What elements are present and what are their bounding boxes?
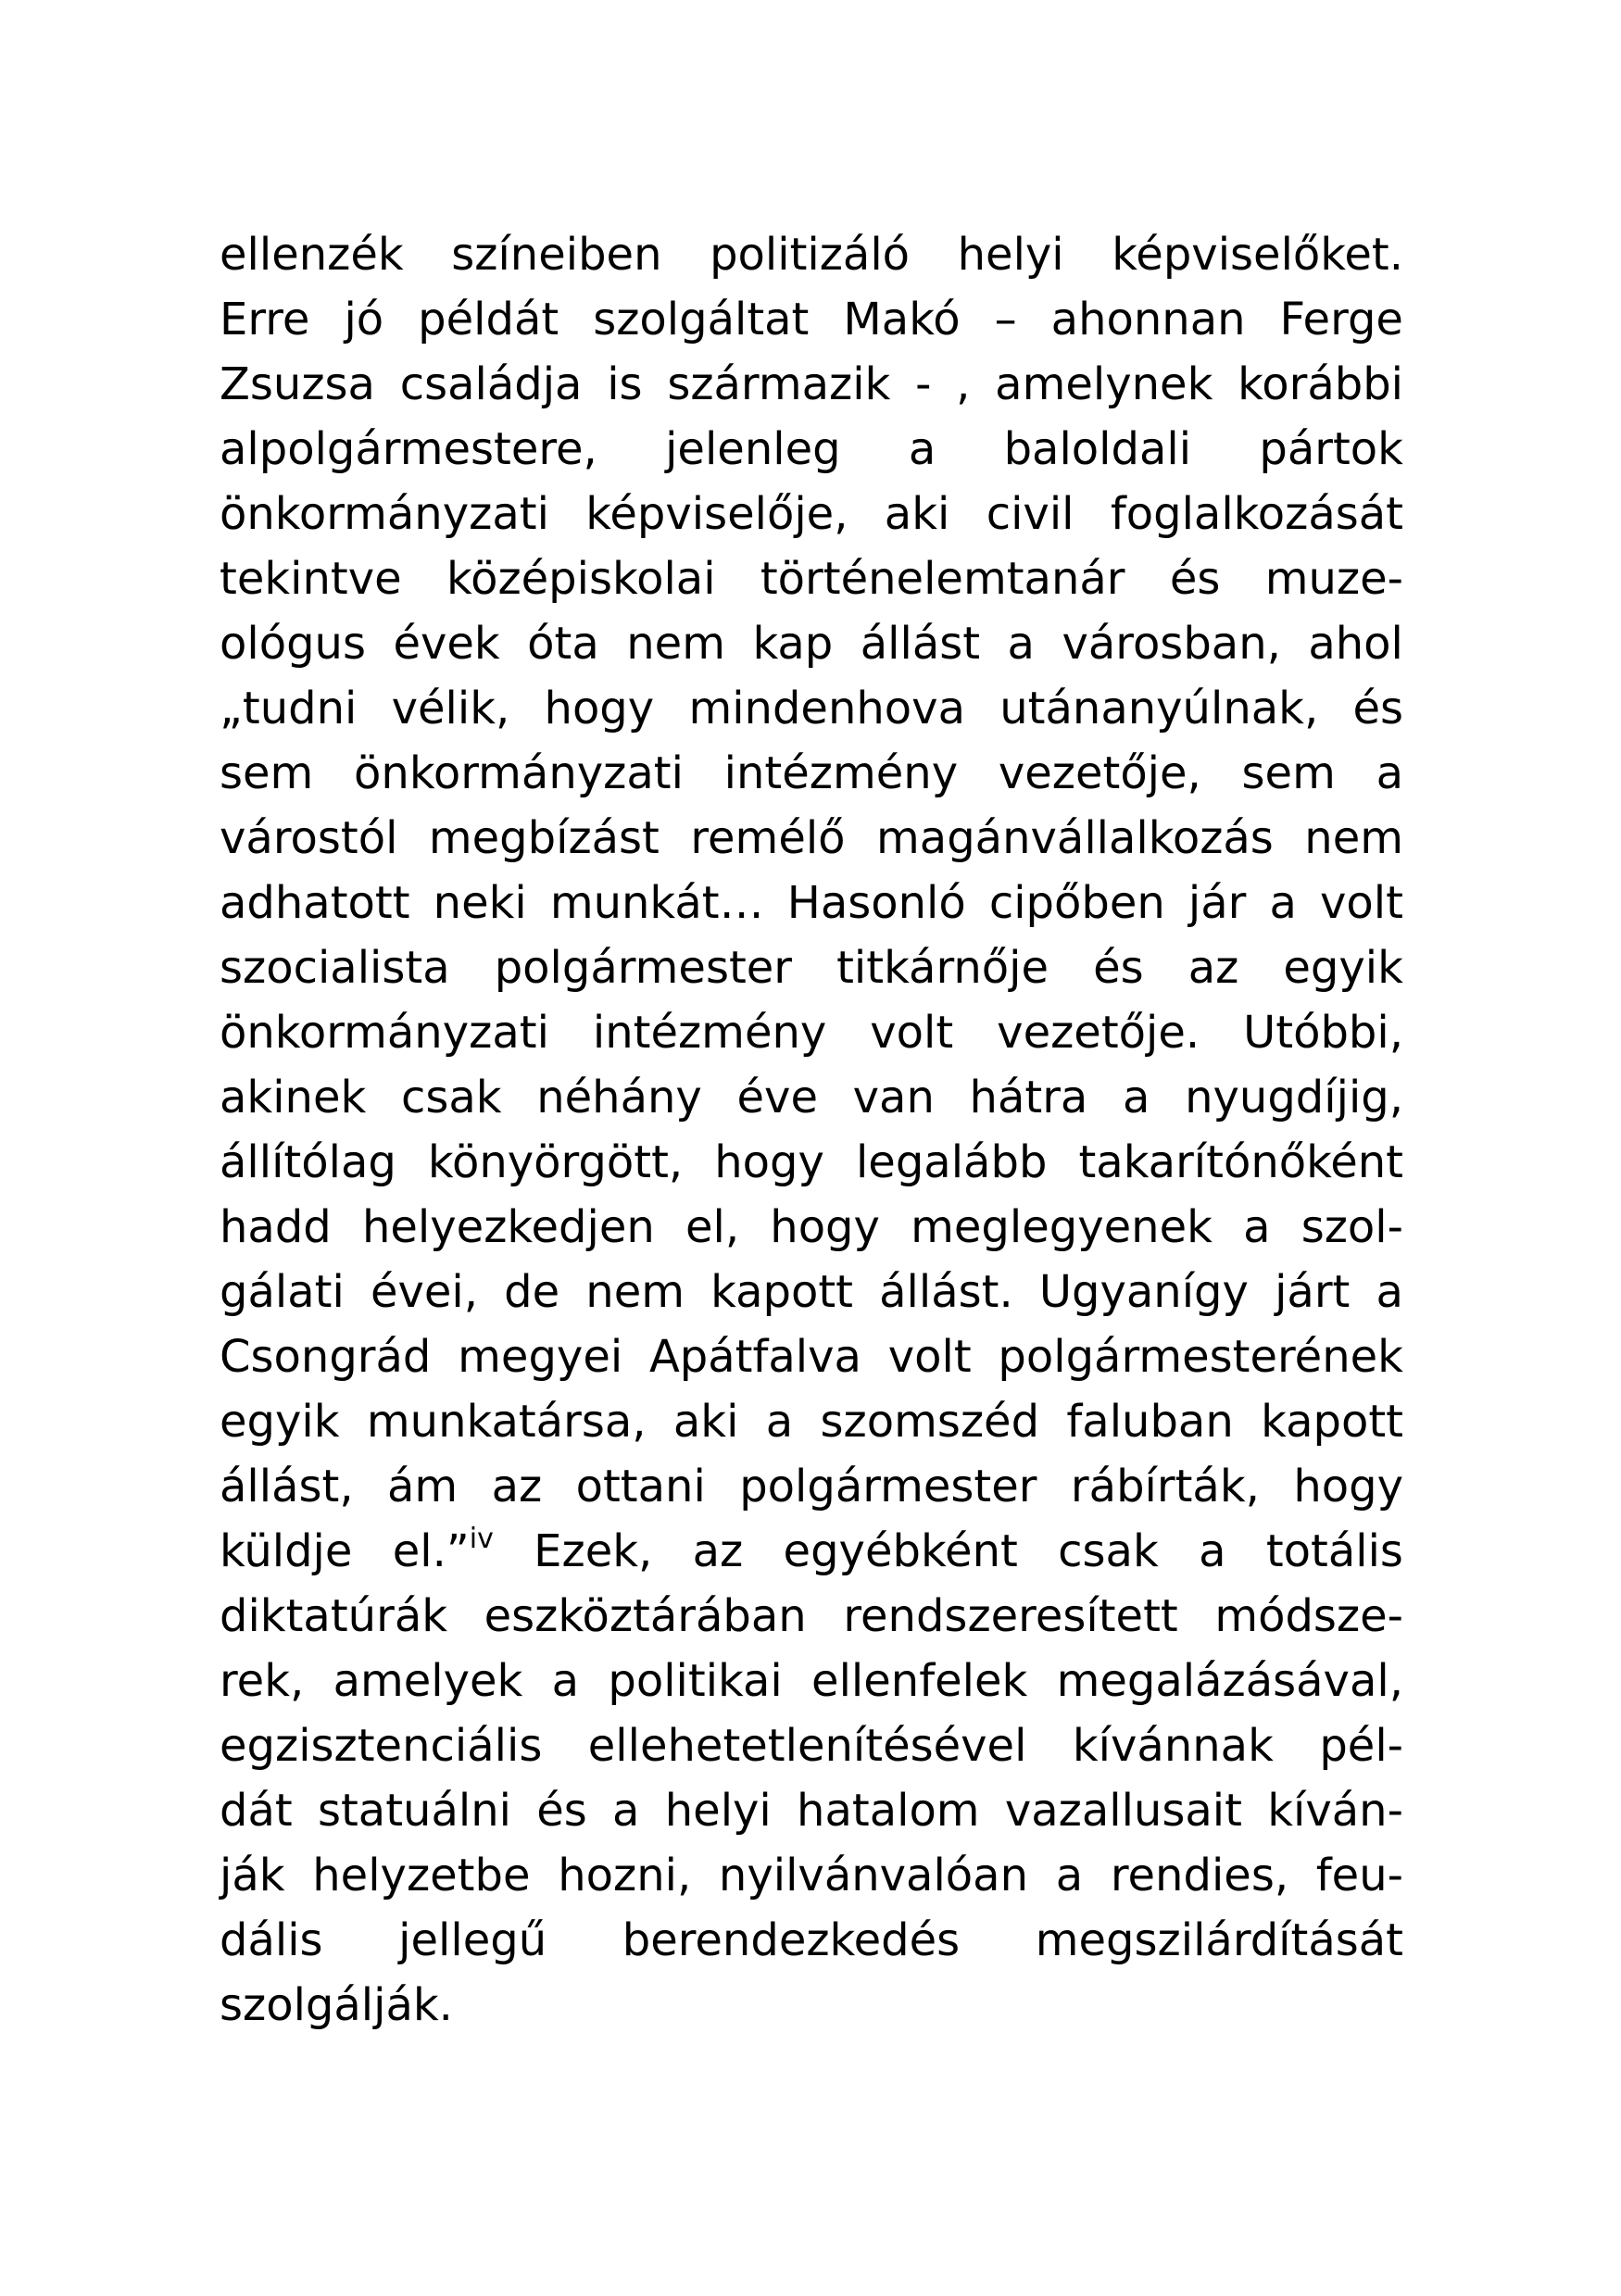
word: hogy — [1293, 1461, 1403, 1512]
word: éve — [736, 1072, 818, 1123]
word: remélő — [690, 812, 846, 864]
word: Erre — [220, 294, 310, 345]
word: megbízást — [428, 812, 660, 864]
word: állást — [860, 618, 981, 670]
text-line — [220, 1389, 1403, 1454]
word: járt — [1275, 1266, 1351, 1318]
word: egyébként — [783, 1525, 1018, 1577]
word: képviselőket. — [1112, 229, 1403, 281]
word: rendszeresített — [843, 1590, 1178, 1642]
word: helyi — [957, 229, 1064, 281]
word-with-footnote — [393, 1519, 494, 1584]
word: egyik — [220, 1396, 340, 1448]
word: Zsuzsa — [220, 358, 375, 410]
word: megyei — [458, 1331, 623, 1383]
word: baloldali — [1003, 423, 1192, 475]
word: berendezkedés — [622, 1914, 961, 1966]
text-line — [220, 546, 1403, 611]
word: politizáló — [710, 229, 911, 281]
word: állást, — [220, 1461, 354, 1512]
text-line — [220, 287, 1403, 352]
word: ják — [220, 1850, 285, 1901]
word: és — [1093, 942, 1144, 994]
word: is — [607, 358, 643, 410]
text-line — [220, 417, 1403, 482]
word: ahol — [1308, 618, 1403, 670]
word: ellehetetlenítésével — [587, 1720, 1027, 1772]
word: nem — [1304, 812, 1403, 864]
word: munkatársa, — [366, 1396, 647, 1448]
word: hogy — [770, 1201, 880, 1253]
word: a — [1199, 1525, 1226, 1577]
word: hozni, — [558, 1850, 692, 1901]
word: az — [491, 1461, 543, 1512]
word: szomszéd — [820, 1396, 1040, 1448]
word: családja — [399, 358, 583, 410]
word: diktatúrák — [220, 1590, 448, 1642]
word: volt — [1320, 877, 1403, 929]
word: származik — [667, 358, 891, 410]
word: szocialista — [220, 942, 450, 994]
word: , — [956, 358, 971, 410]
word: – — [994, 294, 1017, 345]
word: amelyek — [333, 1655, 523, 1707]
word: utánanyúlnak, — [999, 683, 1319, 734]
text-line — [220, 1519, 1403, 1584]
word: az — [1187, 942, 1239, 994]
word: Ugyanígy — [1038, 1266, 1249, 1318]
word: jellegű — [398, 1914, 547, 1966]
word: csak — [400, 1072, 502, 1123]
word: a — [551, 1655, 580, 1707]
word: önkormányzati — [220, 488, 549, 540]
word: totális — [1265, 1525, 1403, 1577]
word: ellenzék — [220, 229, 404, 281]
text-line — [220, 1713, 1403, 1778]
word: politikai — [608, 1655, 783, 1707]
text-line — [220, 741, 1403, 806]
text-line — [220, 222, 1403, 287]
word: „tudni — [220, 683, 358, 734]
word: dális — [220, 1914, 323, 1966]
word: van — [852, 1072, 935, 1123]
word: Apátfalva — [648, 1331, 861, 1383]
word: megalázásával, — [1056, 1655, 1403, 1707]
word: vezetője. — [997, 1007, 1200, 1059]
word: intézmény — [592, 1007, 827, 1059]
word: a — [1243, 1201, 1271, 1253]
footnote-marker[interactable]: iv — [469, 1523, 494, 1555]
text-line — [220, 1778, 1403, 1843]
word: nyugdíjig, — [1185, 1072, 1403, 1123]
word: a — [908, 423, 936, 475]
word: pártok — [1259, 423, 1403, 475]
word: tekintve — [220, 553, 402, 605]
text-line — [220, 1065, 1403, 1130]
word: egzisztenciális — [220, 1720, 543, 1772]
word: városban, — [1062, 618, 1281, 670]
word: és — [1352, 683, 1403, 734]
word: jó — [344, 294, 384, 345]
word: pél- — [1319, 1720, 1403, 1772]
word: rek, — [220, 1655, 305, 1707]
word: hogy — [544, 683, 655, 734]
text-line — [220, 482, 1403, 546]
word: kap — [752, 618, 834, 670]
word: feu- — [1315, 1850, 1403, 1901]
word: helyi — [664, 1785, 772, 1837]
word: a — [612, 1785, 640, 1837]
word: Hasonló — [786, 877, 966, 929]
word: hogy — [714, 1136, 824, 1188]
word: statuálni — [317, 1785, 511, 1837]
word: könyörgött, — [427, 1136, 684, 1188]
word: akinek — [220, 1072, 367, 1123]
word: szol- — [1301, 1201, 1403, 1253]
word: hátra — [969, 1072, 1088, 1123]
word: magánvállalkozás — [876, 812, 1274, 864]
word: a — [1123, 1072, 1150, 1123]
word: sem — [220, 747, 314, 799]
word: rábírták, — [1070, 1461, 1260, 1512]
word: évei, — [370, 1266, 478, 1318]
word: kapott — [710, 1266, 853, 1318]
word: kívánnak — [1072, 1720, 1274, 1772]
word: a — [1376, 747, 1403, 799]
word: a — [1007, 618, 1035, 670]
text-line — [220, 1584, 1403, 1649]
word: amelynek — [995, 358, 1213, 410]
word: állást. — [879, 1266, 1013, 1318]
word: jár — [1187, 877, 1247, 929]
word: vezetője, — [998, 747, 1201, 799]
text-line — [220, 676, 1403, 741]
word: foglalkozását — [1110, 488, 1403, 540]
word: színeiben — [451, 229, 662, 281]
word: helyzetbe — [312, 1850, 531, 1901]
body-text — [220, 222, 1403, 2038]
text-line — [220, 1324, 1403, 1389]
text-line — [220, 1000, 1403, 1065]
word: hadd — [220, 1201, 332, 1253]
word: mindenhova — [688, 683, 965, 734]
word: Ferge — [1279, 294, 1403, 345]
word: korábbi — [1238, 358, 1403, 410]
word: önkormányzati — [354, 747, 684, 799]
word: a — [1376, 1266, 1403, 1318]
word: aki — [672, 1396, 739, 1448]
word: rendies, — [1110, 1850, 1289, 1901]
word: polgármesterének — [998, 1331, 1403, 1383]
word: évek — [393, 618, 500, 670]
word: a — [1055, 1850, 1084, 1901]
word: az — [692, 1525, 744, 1577]
word: óta — [527, 618, 599, 670]
word: jelenleg — [665, 423, 841, 475]
word: civil — [986, 488, 1074, 540]
word: csak — [1058, 1525, 1159, 1577]
word: kíván- — [1267, 1785, 1403, 1837]
word: kapott — [1261, 1396, 1403, 1448]
word: takarítónőként — [1078, 1136, 1403, 1188]
text-line — [220, 611, 1403, 676]
text-line — [220, 1454, 1403, 1519]
text-line — [220, 1649, 1403, 1713]
word: aki — [884, 488, 950, 540]
word: példát — [418, 294, 559, 345]
text-line — [220, 935, 1403, 1000]
word: küldje — [220, 1525, 353, 1577]
word: titkárnője — [836, 942, 1049, 994]
word: adhatott — [220, 877, 410, 929]
word: nyilvánvalóan — [718, 1850, 1029, 1901]
word: polgármester — [494, 942, 793, 994]
word: megszilárdítását — [1035, 1914, 1403, 1966]
word: gálati — [220, 1266, 345, 1318]
word: eszköztárában — [484, 1590, 807, 1642]
word: munkát… — [549, 877, 764, 929]
word: muze- — [1264, 553, 1403, 605]
text-line — [220, 1908, 1403, 1973]
word: - — [915, 358, 932, 410]
word: alpolgármestere, — [220, 423, 597, 475]
word: Utóbbi, — [1243, 1007, 1403, 1059]
word: faluban — [1066, 1396, 1234, 1448]
word: volt — [887, 1331, 972, 1383]
word: ellenfelek — [811, 1655, 1028, 1707]
word: önkormányzati — [220, 1007, 549, 1059]
word: ottani — [575, 1461, 706, 1512]
text-line — [220, 1260, 1403, 1324]
word: cipőben — [988, 877, 1165, 929]
word: történelemtanár — [760, 553, 1125, 605]
word: ahonnan — [1050, 294, 1246, 345]
text-line — [220, 1130, 1403, 1195]
word: várostól — [220, 812, 398, 864]
word: neki — [433, 877, 527, 929]
word: szolgáltat — [593, 294, 810, 345]
word: helyezkedjen — [361, 1201, 655, 1253]
word: volt — [870, 1007, 954, 1059]
word: egyik — [1283, 942, 1403, 994]
text-line — [220, 806, 1403, 871]
word: meglegyenek — [911, 1201, 1213, 1253]
word: ám — [387, 1461, 459, 1512]
word: vazallusait — [1004, 1785, 1242, 1837]
word: el.” — [392, 1525, 470, 1577]
text-line — [220, 871, 1403, 935]
text-line — [220, 1843, 1403, 1908]
word: Csongrád — [220, 1331, 432, 1383]
word: és — [536, 1785, 587, 1837]
word: a — [1269, 877, 1297, 929]
word: a — [765, 1396, 794, 1448]
word: állítólag — [220, 1136, 396, 1188]
word: szolgálják. — [220, 1979, 453, 2031]
word: legalább — [855, 1136, 1048, 1188]
word: nem — [585, 1266, 685, 1318]
word: polgármester — [739, 1461, 1037, 1512]
text-line — [220, 1973, 1403, 2038]
word: intézmény — [723, 747, 959, 799]
word: és — [1169, 553, 1221, 605]
word: Ezek, — [534, 1525, 653, 1577]
word: képviselője, — [585, 488, 848, 540]
word: Makó — [843, 294, 961, 345]
text-line — [220, 1195, 1403, 1260]
word: de — [504, 1266, 560, 1318]
word: néhány — [536, 1072, 702, 1123]
text-line — [220, 352, 1403, 417]
word: el, — [685, 1201, 740, 1253]
word: hatalom — [797, 1785, 980, 1837]
word: dát — [220, 1785, 293, 1837]
word: sem — [1241, 747, 1336, 799]
word: vélik, — [391, 683, 510, 734]
word: középiskolai — [446, 553, 716, 605]
word: nem — [626, 618, 725, 670]
word: ológus — [220, 618, 366, 670]
word: módsze- — [1214, 1590, 1403, 1642]
